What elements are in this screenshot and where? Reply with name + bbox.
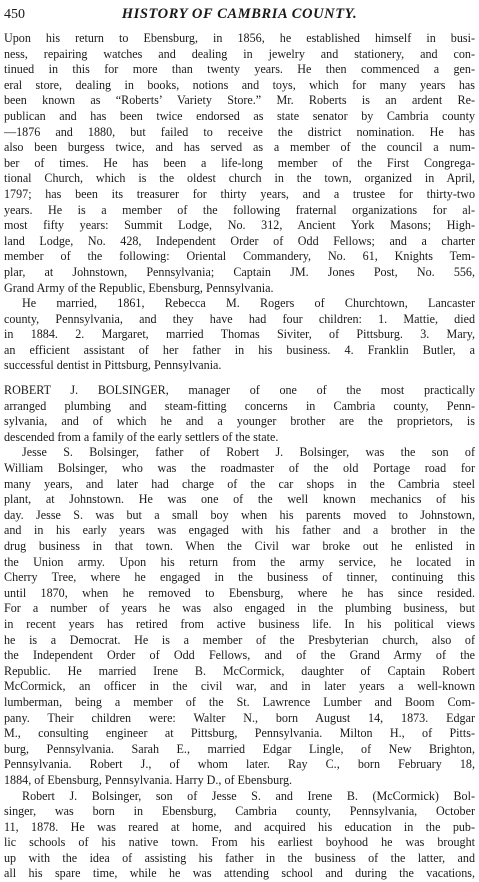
text-line [4,140,475,156]
text-line [4,383,475,399]
line-text: publican and has been twice endorsed as state senator by Cambria county [4,109,475,123]
text-line [4,445,475,461]
text-line [4,343,475,359]
line-text: the Independent Order of Odd Fellows, and of the Grand Army of the [4,648,475,662]
text-line [4,218,475,234]
text-line [4,125,475,141]
text-line [4,539,475,555]
line-text: Grand Army of the Republic, Ebensburg, Pennsylvania. [4,281,274,295]
line-text: and in his early years was engaged with his father and a brother in the [4,523,475,537]
line-text: 1884, of Ebensburg, Pennsylvania. Harry D., of Ebensburg. [4,773,292,787]
text-line [4,648,475,664]
line-text: been known as “Roberts’ Variety Store.” Mr. Roberts is an ardent Re- [4,93,475,107]
line-text: tinued in this for more than twenty years. He then commenced a gen- [4,62,475,76]
page-header [4,4,475,26]
line-text: an efficient assistant of her father in his business. 4. Franklin Butler, a [4,343,475,357]
line-text: descended from a family of the early settlers of the state. [4,430,278,444]
line-text: in recent years has retired from active business life. In his political views [4,617,475,631]
text-line [4,78,475,94]
text-line [4,430,475,446]
text-line [4,601,475,617]
text-line [4,695,475,711]
line-text: in 1884. 2. Margaret, married Thomas Siviter, of Pittsburg. 3. Mary, [4,327,475,341]
line-text: singer, was born in Ebensburg, Cambria county, Pennsylvania, October [4,804,475,818]
text-line [4,234,475,250]
text-line [4,570,475,586]
line-text: land Lodge, No. 428, Independent Order of Odd Fellows; and a charter [4,234,475,248]
text-line [4,93,475,109]
text-line [4,31,475,47]
text-line [4,523,475,539]
line-text: successful dentist in Pittsburg, Pennsylvania. [4,358,221,372]
text-line [4,265,475,281]
text-line [4,461,475,477]
text-line [4,633,475,649]
text-line [4,773,475,789]
paragraph [4,383,475,445]
line-text: years. He is a member of the following fraternal organizations for al- [4,203,475,217]
text-line [4,664,475,680]
line-text: plant, at Johnstown. He was one of the well known mechanics of his [4,492,475,506]
line-text: also been burgess twice, and has served as a member of the council a num- [4,140,475,154]
line-text: up with the idea of assisting his father in the business of the latter, and [4,851,475,865]
text-line [4,835,475,851]
paragraph [4,296,475,374]
line-text: M., consulting engineer at Pittsburg, Pennsylvania. Milton H., of Pitts- [4,726,475,740]
line-text: For a number of years he was also engaged in the plumbing business, but [4,601,475,615]
line-text: burg, Pennsylvania. Sarah E., married Edgar Lingle, of New Brighton, [4,742,475,756]
text-line [4,804,475,820]
text-line [4,866,475,882]
line-text: Robert J. Bolsinger, son of Jesse S. and Irene B. (McCormick) Bol- [22,789,475,803]
line-text: plar, at Johnstown, Pennsylvania; Captain JM. Jones Post, No. 556, [4,265,475,279]
line-text: tional Church, which is the oldest church in the town, organized in April, [4,171,475,185]
line-text: he is a Democrat. He is a member of the Presbyterian church, also of [4,633,475,647]
text-line [4,508,475,524]
line-text: county, Pennsylvania, and they have had four children: 1. Mattie, died [4,312,475,326]
line-text: —1876 and 1880, but failed to receive the district nomination. He has [4,125,475,139]
text-line [4,851,475,867]
text-line [4,726,475,742]
line-text: lic schools of his native town. From his earliest boyhood he was brought [4,835,475,849]
line-text: the Union army. Upon his return from the army service, he located in [4,555,475,569]
biography-subject-name: ROBERT J. BOLSINGER [4,383,166,397]
text-line [4,820,475,836]
text-line [4,156,475,172]
text-line [4,757,475,773]
line-text: drug business in that town. When the Civil war broke out he enlisted in [4,539,475,553]
text-line [4,109,475,125]
text-line [4,492,475,508]
section-gap [4,374,475,383]
line-text: McCormick, an officer in the civil war, and in later years a well-known [4,679,475,693]
line-text: Cherry Tree, where he engaged in the business of tinner, continuing this [4,570,475,584]
text-line [4,171,475,187]
text-line [4,679,475,695]
line-text: member of the following: Oriental Commandery, No. 61, Knights Tem- [4,249,475,263]
line-text: day. Jesse S. was but a small boy when his parents moved to Johnstown, [4,508,475,522]
line-text: eral store, dealing in books, notions and toys, which for many years has [4,78,475,92]
text-line [4,555,475,571]
line-text: 11, 1878. He was reared at home, and acquired his education in the pub- [4,820,475,834]
text-line [4,62,475,78]
text-line [4,187,475,203]
text-line [4,399,475,415]
paragraph [4,789,475,882]
text-line [4,742,475,758]
line-text: all his spare time, while he was attending school and during the vacations, [4,866,475,880]
text-line [4,203,475,219]
line-text: , manager of one of the most practically [166,383,475,397]
line-text: ness, repairing watches and dealing in jewelry and stationery, and con- [4,47,475,61]
line-text: arranged plumbing and steam-fitting concerns in Cambria county, Penn- [4,399,475,413]
text-line [4,789,475,805]
line-text: William Bolsinger, who was the roadmaster of the old Portage road for [4,461,475,475]
text-line [4,249,475,265]
text-line [4,711,475,727]
line-text: He married, 1861, Rebecca M. Rogers of Churchtown, Lancaster [22,296,475,310]
text-line [4,327,475,343]
text-line [4,281,475,297]
text-line [4,296,475,312]
text-line [4,312,475,328]
paragraph [4,445,475,788]
text-line [4,477,475,493]
line-text: most fifty years: Summit Lodge, No. 312, Ancient York Masons; High- [4,218,475,232]
line-text: pany. Their children were: Walter N., born August 14, 1873. Edgar [4,711,475,725]
line-text: ber of times. He has been a life-long member of the First Congrega- [4,156,475,170]
line-text: until 1870, when he removed to Ebensburg, where he has since resided. [4,586,475,600]
text-line [4,414,475,430]
line-text: Jesse S. Bolsinger, father of Robert J. Bolsinger, was the son of [22,445,475,459]
text-line [4,47,475,63]
line-text: Upon his return to Ebensburg, in 1856, he established himself in busi- [4,31,475,45]
paragraph [4,31,475,296]
text-line [4,358,475,374]
line-text: Republic. He married Irene B. McCormick, daughter of Captain Robert [4,664,475,678]
line-text: Pennsylvania. Robert J., of whom later. Ray C., born February 18, [4,757,475,771]
text-line [4,586,475,602]
line-text: many years, and later had charge of the car shops in the Cambria steel [4,477,475,491]
line-text: 1797; has been its treasurer for thirty years, and a trustee for thirty-two [4,187,475,201]
page-number: 450 [4,7,25,23]
line-text: lumberman, being a member of the St. Lawrence Lumber and Boom Com- [4,695,475,709]
running-title: HISTORY OF CAMBRIA COUNTY. [4,6,475,23]
page-body [4,31,475,882]
line-text: sylvania, and of which he and a younger brother are the proprietors, is [4,414,475,428]
text-line [4,617,475,633]
